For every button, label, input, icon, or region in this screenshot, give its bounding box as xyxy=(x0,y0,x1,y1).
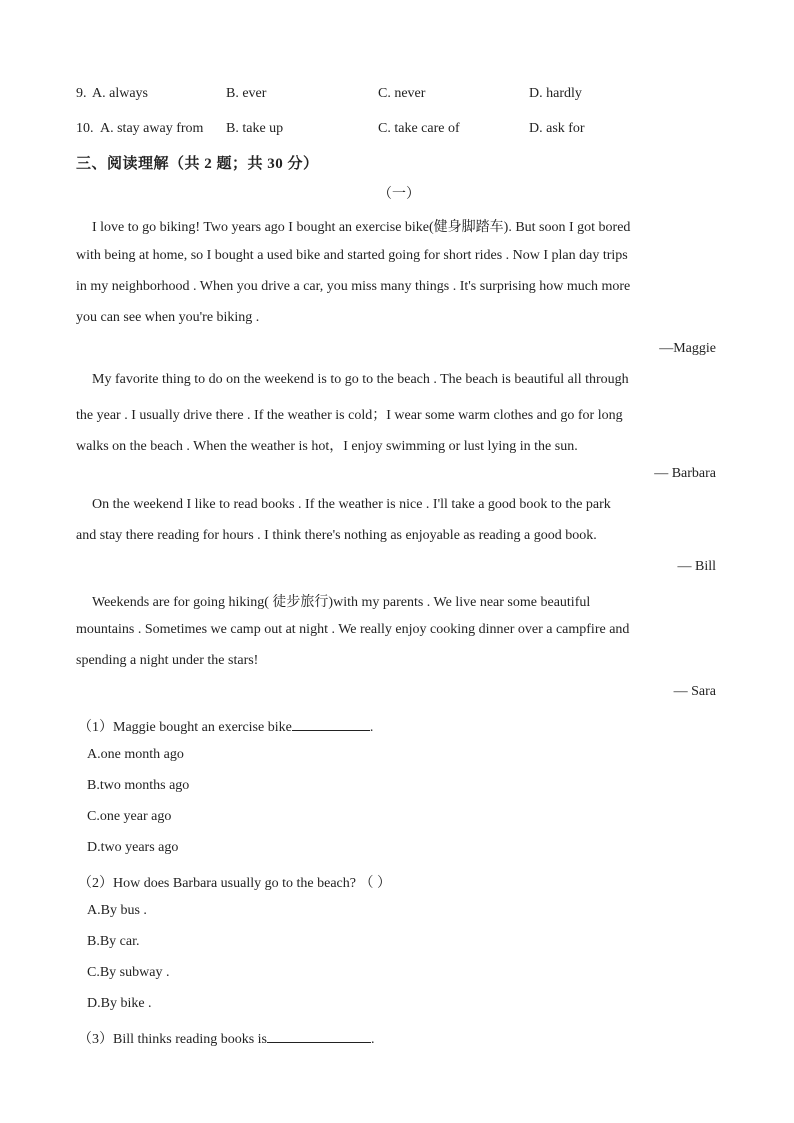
passage-line: My favorite thing to do on the weekend is to go to the beach . The beach is beautiful all through xyxy=(92,372,629,387)
option-a: A. always xyxy=(92,86,148,101)
option-d: D. ask for xyxy=(529,121,585,136)
option-a: A.one month ago xyxy=(87,747,184,762)
question-number: 9. xyxy=(76,86,87,101)
passage-line: and stay there reading for hours . I think there's nothing as enjoyable as reading a good book. xyxy=(76,528,597,543)
option-b: B. take up xyxy=(226,121,284,136)
passage-line: the year . I usually drive there . If the weather is cold；I wear some warm clothes and go for long xyxy=(76,408,623,423)
passage-line: I love to go biking! Two years ago I bought an exercise bike(健身脚踏车). But soon I got bored xyxy=(92,220,631,235)
question-stem: （1）Maggie bought an exercise bike . xyxy=(78,716,373,736)
passage-signature: — Barbara xyxy=(654,466,716,481)
passage-line: walks on the beach . When the weather is hot，I enjoy swimming or lust lying in the sun. xyxy=(76,439,578,454)
option-b: B.two months ago xyxy=(87,778,190,793)
option-b: B.By car. xyxy=(87,934,140,949)
question-number: 10. xyxy=(76,121,94,136)
option-a: A.By bus . xyxy=(87,903,147,918)
passage-signature: —Maggie xyxy=(659,341,716,356)
answer-blank[interactable] xyxy=(292,716,370,731)
passage-line: in my neighborhood . When you drive a car, you miss many things . It's surprising how much more xyxy=(76,279,631,294)
option-d: D.two years ago xyxy=(87,840,179,855)
section-title: 三、阅读理解（共 2 题；共 30 分） xyxy=(76,156,319,172)
option-a: A. stay away from xyxy=(100,121,204,136)
passage-line: with being at home, so I bought a used bike and started going for short rides . Now I plan day trips xyxy=(76,248,628,263)
answer-blank[interactable] xyxy=(267,1028,371,1043)
section-subtitle: （一） xyxy=(378,187,420,202)
option-d: D. hardly xyxy=(529,86,582,101)
option-c: C.By subway . xyxy=(87,965,170,980)
option-c: C.one year ago xyxy=(87,809,172,824)
question-stem: （3）Bill thinks reading books is . xyxy=(78,1028,375,1048)
passage-line: spending a night under the stars! xyxy=(76,653,259,668)
passage-line: On the weekend I like to read books . If the weather is nice . I'll take a good book to the park xyxy=(92,497,611,512)
passage-line: Weekends are for going hiking( 徒步旅行)with my parents . We live near some beautiful xyxy=(92,595,591,610)
passage-line: mountains . Sometimes we camp out at night . We really enjoy cooking dinner over a campfire and xyxy=(76,622,630,637)
option-d: D.By bike . xyxy=(87,996,152,1011)
passage-line: you can see when you're biking . xyxy=(76,310,260,325)
passage-signature: — Bill xyxy=(677,559,716,574)
passage-signature: — Sara xyxy=(673,684,716,699)
question-stem: （2）How does Barbara usually go to the beach? （ ） xyxy=(78,876,391,891)
option-c: C. never xyxy=(378,86,426,101)
option-b: B. ever xyxy=(226,86,267,101)
option-c: C. take care of xyxy=(378,121,460,136)
